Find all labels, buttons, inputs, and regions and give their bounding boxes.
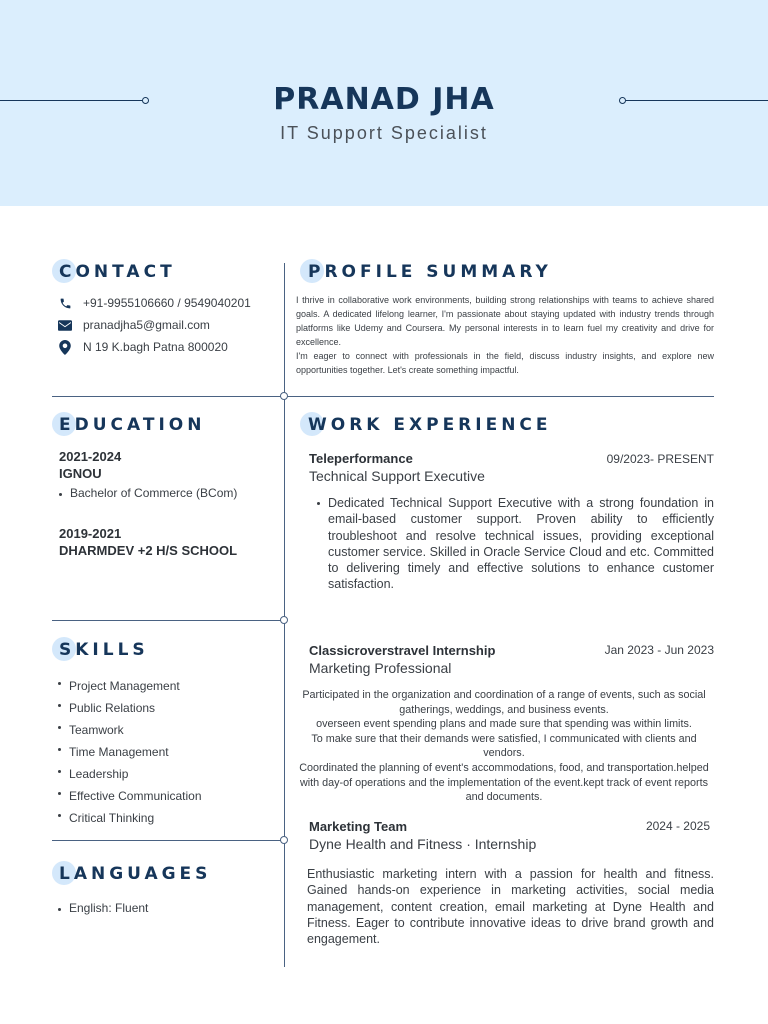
contact-email-text: pranadjha5@gmail.com — [83, 318, 210, 332]
education-detail-list — [59, 486, 279, 500]
job-company: Marketing Team — [309, 819, 408, 834]
job-company: Classicroverstravel Internship — [309, 643, 496, 658]
job-desc-centered — [292, 688, 716, 805]
timeline-node — [280, 836, 288, 844]
divider-education — [52, 396, 714, 397]
work-title: WORK EXPERIENCE — [308, 415, 552, 435]
language-item: English: Fluent — [58, 901, 278, 915]
header-banner — [0, 0, 768, 206]
timeline-vertical-line — [284, 263, 285, 967]
job-desc-line: Coordinated the planning of event's accommodations, food, and transportation.helped with day-of operations and the implementation of the event.kept track of event reports and documents. — [299, 761, 709, 804]
timeline-node — [280, 616, 288, 624]
languages-list — [58, 901, 278, 915]
education-years: 2019-2021 — [59, 526, 122, 541]
education-detail: Bachelor of Commerce (BCom) — [59, 486, 279, 500]
job-desc: Enthusiastic marketing intern with a passion for health and fitness. Gained hands-on experience in marketing activities, social media management, content creation, email marketing at Dyne Health and Fitness. Eager to contribute innovative ideas to drive brand growth and engagement. — [307, 867, 714, 947]
skill-item: Effective Communication — [58, 785, 278, 807]
skill-item: Teamwork — [58, 719, 278, 741]
profile-title: PROFILE SUMMARY — [308, 262, 552, 282]
divider-languages — [52, 840, 284, 841]
contact-title: CONTACT — [59, 262, 176, 282]
candidate-name: PRANAD JHA — [273, 82, 495, 117]
languages-title: LANGUAGES — [59, 864, 212, 884]
candidate-role: IT Support Specialist — [280, 123, 488, 143]
education-school: DHARMDEV +2 H/S SCHOOL — [59, 543, 238, 558]
skill-item: Critical Thinking — [58, 807, 278, 829]
job-desc-list — [317, 495, 714, 593]
education-years: 2021-2024 — [59, 449, 122, 464]
job-role: Technical Support Executive — [309, 468, 485, 484]
education-title: EDUCATION — [59, 415, 206, 435]
location-pin-icon — [58, 340, 72, 354]
skill-item: Project Management — [58, 675, 278, 697]
job-desc-line: Participated in the organization and coordination of a range of events, such as social gatherings, weddings, and business events. — [302, 689, 706, 716]
job-desc: Dedicated Technical Support Executive with a strong foundation in email-based customer support. Proven ability to efficiently troubleshoot and resolve technical issues, providing exceptional customer service. Skilled in Oracle Service Cloud and etc. Committed to delivering timely and effective solutions to enhance customer satisfaction. — [317, 495, 714, 593]
profile-para-1: I thrive in collaborative work environments, building strong relationships with teams to achieve shared goals. A dedicated lifelong learner, I'm passionate about staying updated with industry trends through platforms like Udemy and Coursera. My personal interests in to learn fuel my creativity and drive for excellence. — [296, 295, 714, 347]
job-company: Teleperformance — [309, 451, 413, 466]
mail-icon — [58, 318, 72, 332]
job-desc-line: To make sure that their demands were satisfied, I communicated with clients and vendors. — [311, 732, 697, 760]
contact-phone — [58, 296, 251, 310]
divider-skills — [52, 620, 284, 621]
skill-item: Public Relations — [58, 697, 278, 719]
job-role: Marketing Professional — [309, 660, 452, 676]
education-school: IGNOU — [59, 466, 102, 481]
timeline-node — [280, 392, 288, 400]
contact-address-text: N 19 K.bagh Patna 800020 — [83, 340, 228, 354]
skills-list — [58, 675, 278, 829]
skill-item: Time Management — [58, 741, 278, 763]
education-entry — [59, 449, 279, 500]
profile-para-2: I'm eager to connect with professionals in the field, discuss industry insights, and explore new opportunities together. Let's create something impactful. — [296, 351, 714, 375]
profile-summary — [296, 293, 714, 377]
job-date: 09/2023- PRESENT — [606, 452, 714, 466]
education-entry — [59, 526, 279, 558]
job-desc-line: overseen event spending plans and made sure that spending was within limits. — [316, 718, 692, 731]
job-role: Dyne Health and Fitness · Internship — [309, 836, 537, 852]
job-date: 2024 - 2025 — [645, 819, 710, 833]
contact-address — [58, 340, 228, 354]
phone-icon — [58, 296, 72, 310]
job-date: Jan 2023 - Jun 2023 — [604, 643, 714, 657]
skill-item: Leadership — [58, 763, 278, 785]
contact-phone-text: +91-9955106660 / 9549040201 — [83, 296, 251, 310]
skills-title: SKILLS — [59, 640, 149, 660]
contact-email — [58, 318, 210, 332]
